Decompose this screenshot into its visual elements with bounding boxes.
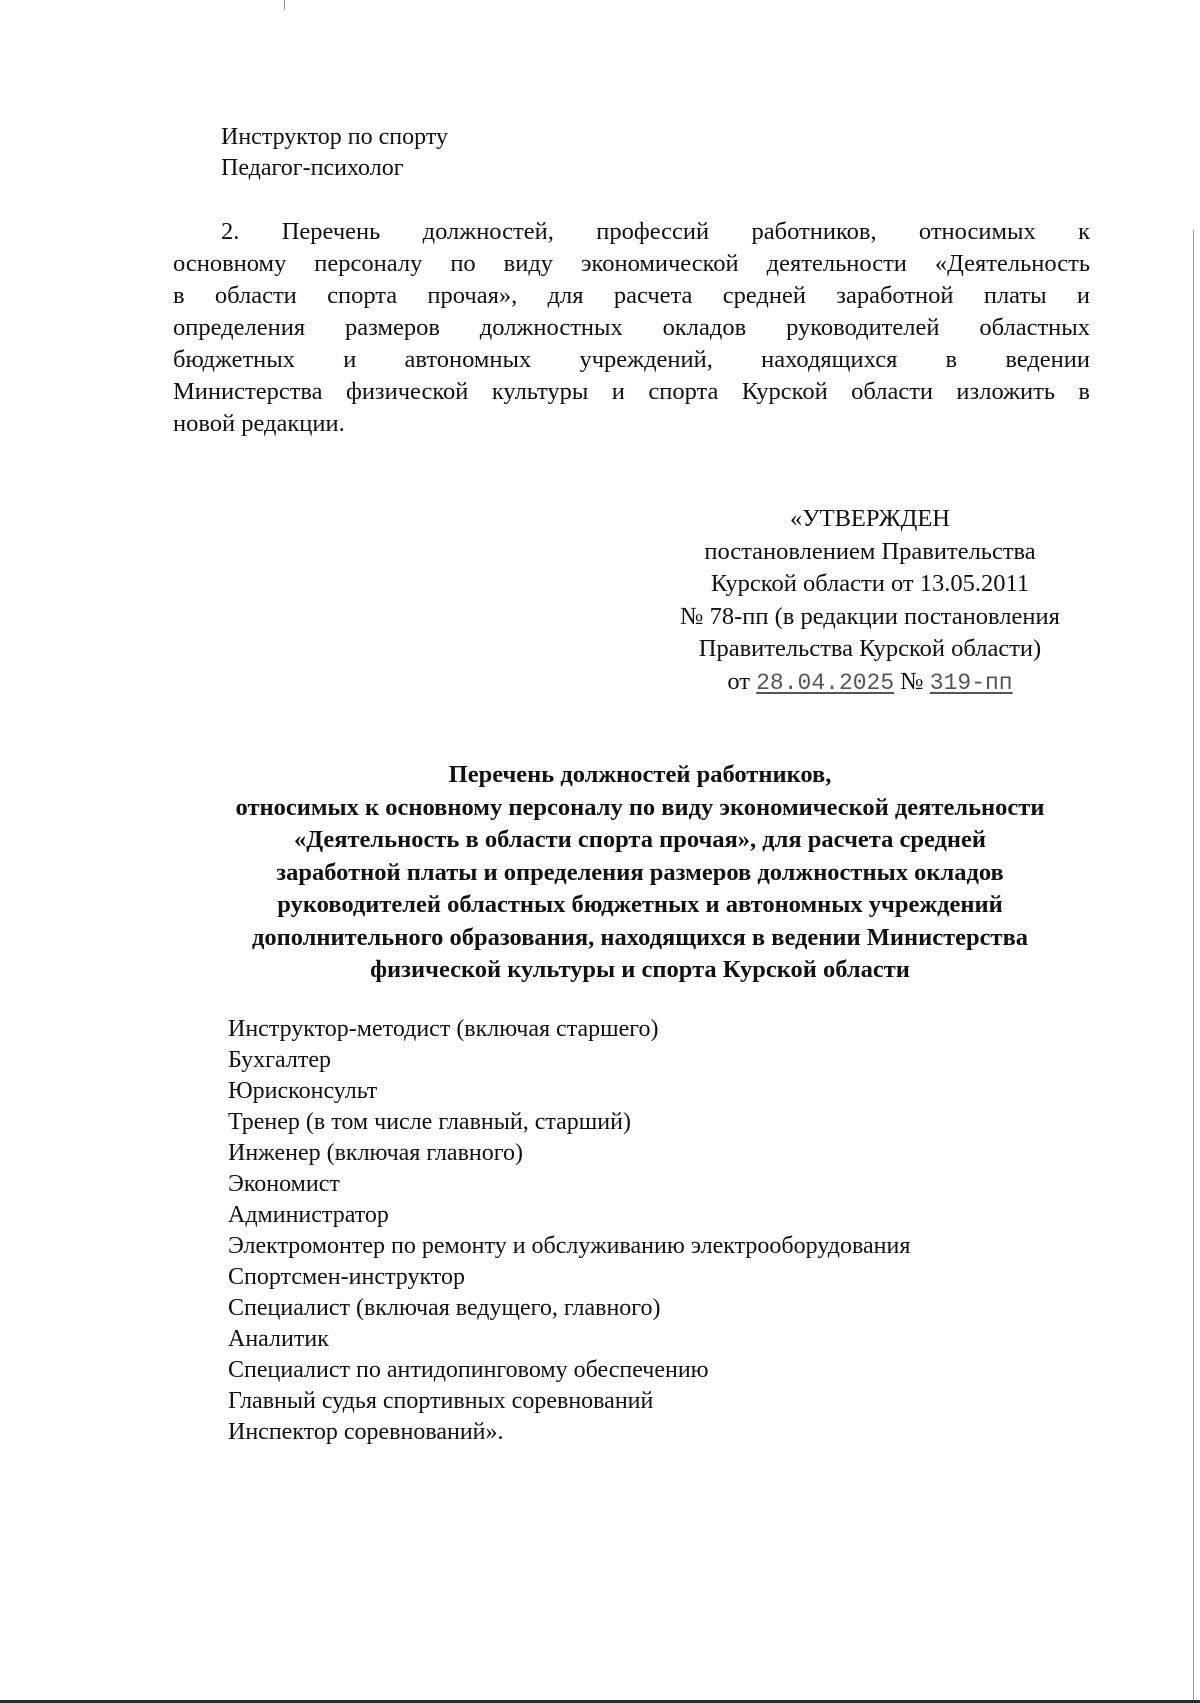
lead-position-list <box>221 122 448 184</box>
approval-line: № 78-пп (в редакции постановления <box>680 602 1060 630</box>
position-item: Юрисконсульт <box>228 1078 378 1104</box>
heading-line: дополнительного образования, находящихся в ведении Министерства <box>251 923 1029 951</box>
position-list <box>228 1014 910 1448</box>
position-item: Электромонтер по ремонту и обслуживанию электрооборудования <box>228 1233 911 1259</box>
paragraph-line: Министерства физической культуры и спорта Курской области изложить в <box>173 378 1090 405</box>
approval-line: постановлением Правительства <box>704 537 1036 565</box>
heading-line: «Деятельность в области спорта прочая», для расчета средней <box>293 826 987 853</box>
position-item: Тренер (в том числе главный, старший) <box>228 1109 631 1135</box>
scan-edge-line-right <box>1193 230 1194 1700</box>
heading-line: Перечень должностей работников, <box>448 761 832 788</box>
paragraph-line: 2. Перечень должностей, профессий работников, относимых к <box>221 218 1090 245</box>
approval-line: Курской области от 13.05.2011 <box>710 570 1030 597</box>
position-item: Инструктор-методист (включая старшего) <box>228 1016 659 1042</box>
position-item: Спортсмен-инструктор <box>228 1264 465 1290</box>
approval-date-line <box>640 666 1100 700</box>
approval-stamp-block <box>640 503 1100 699</box>
paragraph-line: определения размеров должностных окладов руководителей областных <box>173 314 1090 341</box>
heading-line: заработной платы и определения размеров должностных окладов <box>276 858 1004 886</box>
lead-list-item: Педагог-психолог <box>221 155 404 181</box>
date-prefix: от <box>727 667 750 695</box>
approval-number: 319-пп <box>929 669 1013 696</box>
position-item: Экономист <box>228 1171 340 1197</box>
position-item: Аналитик <box>228 1326 329 1352</box>
position-item: Специалист по антидопинговому обеспечению <box>228 1357 709 1383</box>
heading-line: относимых к основному персоналу по виду экономической деятельности <box>235 793 1045 821</box>
heading-line: физической культуры и спорта Курской области <box>370 956 910 983</box>
lead-list-item: Инструктор по спорту <box>221 124 449 150</box>
paragraph-line: бюджетных и автономных учреждений, находящихся в ведении <box>173 346 1090 373</box>
scan-edge-mark <box>284 0 285 10</box>
position-item: Главный судья спортивных соревнований <box>228 1388 654 1414</box>
heading-line: руководителей областных бюджетных и автономных учреждений <box>277 891 1003 918</box>
position-item: Инспектор соревнований». <box>228 1419 504 1445</box>
paragraph-line: в области спорта прочая», для расчета средней заработной платы и <box>173 282 1090 309</box>
paragraph-line: основному персоналу по виду экономической деятельности «Деятельность <box>173 250 1090 277</box>
position-item: Бухгалтер <box>228 1047 332 1073</box>
approval-title: «УТВЕРЖДЕН <box>790 505 950 532</box>
position-item: Специалист (включая ведущего, главного) <box>228 1295 661 1321</box>
approval-date: 28.04.2025 <box>756 669 895 696</box>
approval-line: Правительства Курской области) <box>698 635 1042 662</box>
number-prefix: № <box>900 667 924 695</box>
paragraph-line: новой редакции. <box>173 410 345 437</box>
list-heading <box>150 759 1130 987</box>
position-item: Администратор <box>228 1202 389 1228</box>
position-item: Инженер (включая главного) <box>228 1140 523 1166</box>
